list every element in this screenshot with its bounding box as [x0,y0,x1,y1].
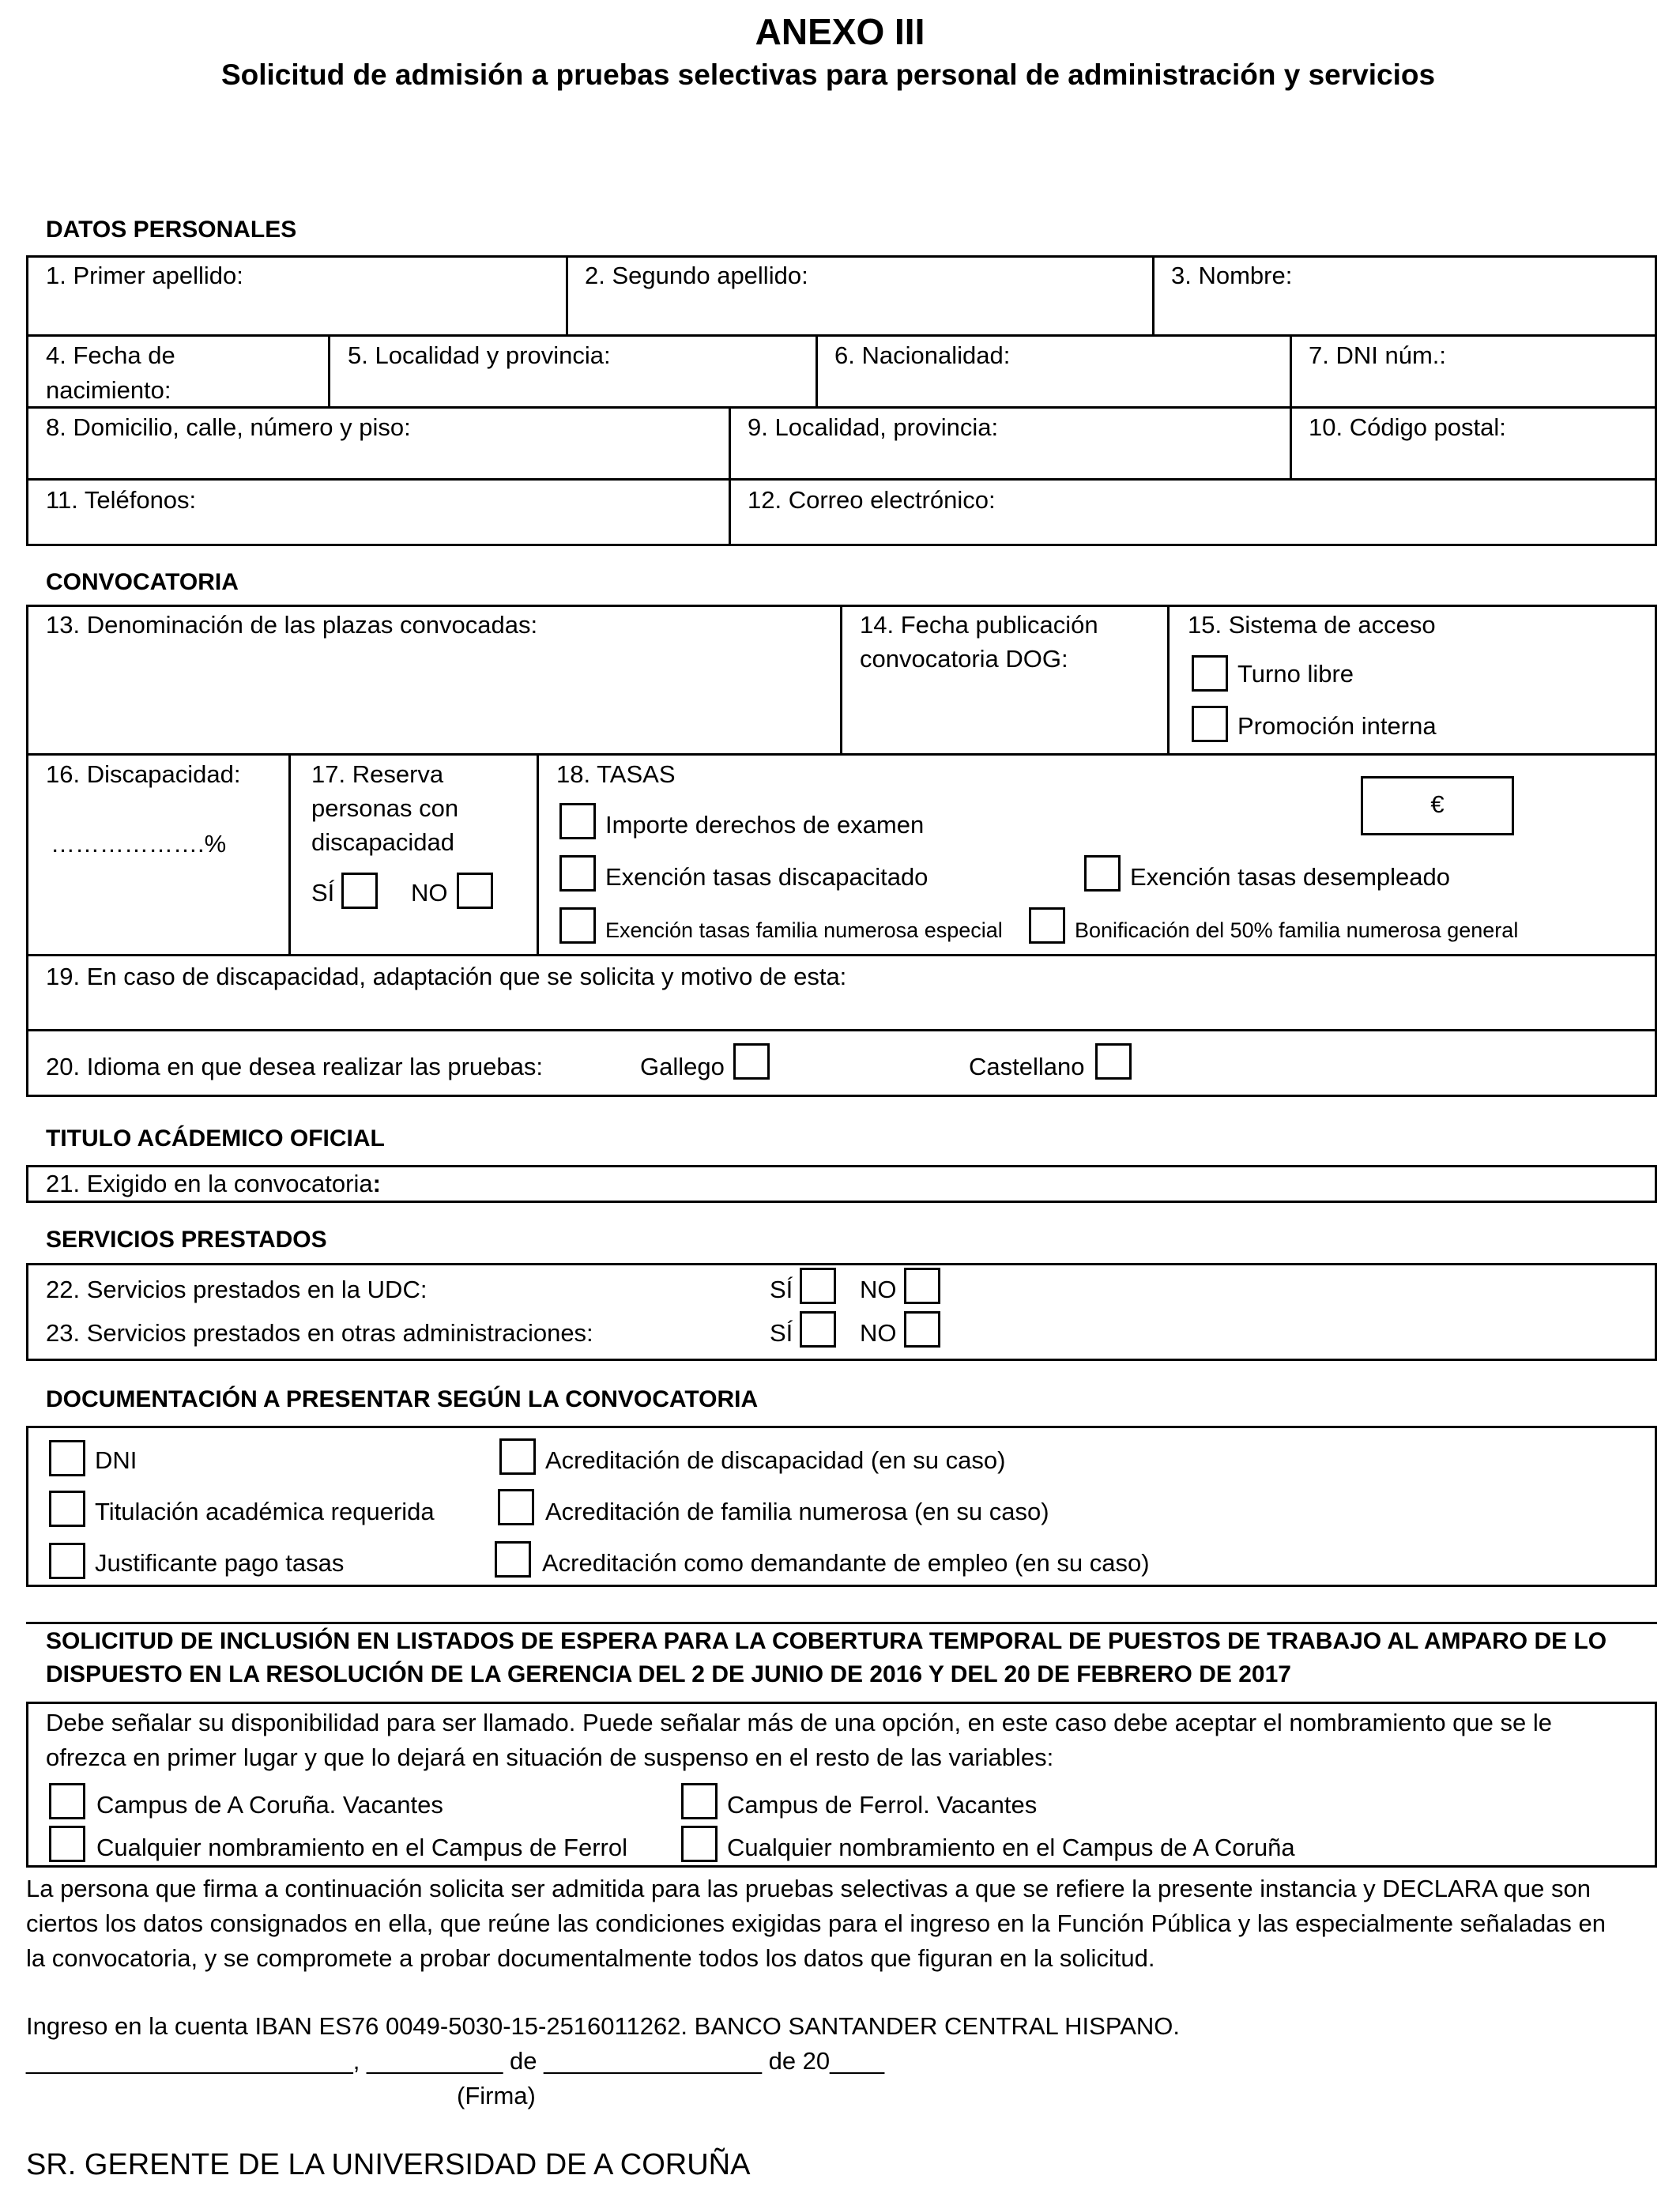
label-turno-libre: Turno libre [1237,660,1354,688]
checkbox-dni[interactable] [49,1440,85,1476]
field-idioma: 20. Idioma en que desea realizar las pruebas: [46,1053,544,1080]
label-acred-familia: Acreditación de familia numerosa (en su caso) [545,1498,1049,1525]
checkbox-importe-examen[interactable] [559,803,596,839]
field-servicios-udc: 22. Servicios prestados en la UDC: [46,1276,428,1303]
section-heading-convocatoria: CONVOCATORIA [46,569,239,595]
label-bonificacion: Bonificación del 50% familia numerosa general [1075,918,1519,942]
label-udc-no: NO [860,1276,897,1303]
label-titulacion: Titulación académica requerida [95,1498,435,1525]
field-reserva: 17. Reserva [311,760,444,788]
label-dni: DNI [95,1446,137,1474]
checkbox-otras-si[interactable] [800,1311,836,1348]
checkbox-reserva-no[interactable] [457,873,493,909]
checkbox-gallego[interactable] [733,1043,770,1080]
label-cualquier-coruna: Cualquier nombramiento en el Campus de A Coruña [727,1834,1295,1861]
label-cualquier-ferrol: Cualquier nombramiento en el Campus de Ferrol [96,1834,627,1861]
label-ferrol-vacantes: Campus de Ferrol. Vacantes [727,1791,1038,1819]
field-fecha-dog[interactable]: 14. Fecha publicación [860,611,1098,639]
checkbox-exencion-familia-numerosa[interactable] [559,907,596,944]
page-title: ANEXO III [755,11,925,52]
checkbox-ferrol-vacantes[interactable] [681,1783,718,1819]
field-reserva-cont1: personas con [311,794,459,822]
divider [26,1622,1657,1624]
field-tasas: 18. TASAS [556,760,676,788]
declaracion-text-3: la convocatoria, y se compromete a probar documentalmente todos los datos que figuran en la solicitud. [26,1944,1155,1972]
field-domicilio[interactable]: 8. Domicilio, calle, número y piso: [46,413,411,441]
checkbox-exencion-desempleado[interactable] [1084,855,1121,892]
field-nacionalidad[interactable]: 6. Nacionalidad: [834,341,1011,369]
firma-label: (Firma) [457,2082,536,2109]
checkbox-reserva-si[interactable] [341,873,378,909]
espera-instructions-cont: ofrezca en primer lugar y que lo dejará en situación de suspenso en el resto de las variables: [46,1744,1054,1771]
checkbox-otras-no[interactable] [904,1311,940,1348]
label-castellano: Castellano [969,1053,1085,1080]
checkbox-udc-no[interactable] [904,1268,940,1304]
section-heading-documentacion: DOCUMENTACIÓN A PRESENTAR SEGÚN LA CONVOCATORIA [46,1386,759,1412]
field-reserva-cont2: discapacidad [311,828,454,856]
label-otras-si: SÍ [770,1319,793,1347]
checkbox-acred-familia[interactable] [498,1489,534,1525]
checkbox-promocion-interna[interactable] [1192,706,1228,742]
field-servicios-otras: 23. Servicios prestados en otras administraciones: [46,1319,593,1347]
label-acred-discapacidad: Acreditación de discapacidad (en su caso) [545,1446,1006,1474]
checkbox-acred-discapacidad[interactable] [499,1438,536,1475]
label-gallego: Gallego [640,1053,725,1080]
checkbox-titulacion[interactable] [49,1491,85,1527]
label-promocion-interna: Promoción interna [1237,712,1437,740]
checkbox-turno-libre[interactable] [1192,655,1228,692]
label-coruna-vacantes: Campus de A Coruña. Vacantes [96,1791,443,1819]
label-exencion-desempleado: Exención tasas desempleado [1130,863,1450,891]
field-correo[interactable]: 12. Correo electrónico: [748,486,996,514]
date-line[interactable]: ________________________, __________ de ________________ de 20____ [26,2047,885,2075]
field-dni[interactable]: 7. DNI núm.: [1309,341,1446,369]
checkbox-castellano[interactable] [1095,1043,1132,1080]
declaracion-text-2: ciertos los datos consignados en ella, que reúne las condiciones exigidas para el ingreso en la Función Pública y las especialmente señaladas en [26,1909,1607,1937]
iban-text: Ingreso en la cuenta IBAN ES76 0049-5030-15-2516011262. BANCO SANTANDER CENTRAL HISPANO. [26,2012,1181,2040]
label-reserva-si: SÍ [311,879,335,907]
field-nombre[interactable]: 3. Nombre: [1171,262,1293,289]
declaracion-text: La persona que firma a continuación solicita ser admitida para las pruebas selectivas a que se refiere la presente instancia y DECLARA que son [26,1875,1591,1902]
checkbox-coruna-vacantes[interactable] [49,1783,85,1819]
label-exencion-discapacitado: Exención tasas discapacitado [605,863,929,891]
field-segundo-apellido[interactable]: 2. Segundo apellido: [585,262,808,289]
section-heading-titulo: TITULO ACÁDEMICO OFICIAL [46,1125,385,1152]
label-acred-empleo: Acreditación como demandante de empleo (en su caso) [542,1549,1150,1577]
checkbox-udc-si[interactable] [800,1268,836,1304]
checkbox-cualquier-ferrol[interactable] [49,1826,85,1862]
section-heading-espera-cont: DISPUESTO EN LA RESOLUCIÓN DE LA GERENCIA DEL 2 DE JUNIO DE 2016 Y DEL 20 DE FEBRERO DE 2017 [46,1661,1291,1687]
section-heading-servicios: SERVICIOS PRESTADOS [46,1227,327,1253]
field-localidad-nacimiento[interactable]: 5. Localidad y provincia: [348,341,611,369]
label-justificante: Justificante pago tasas [95,1549,345,1577]
field-sistema-acceso: 15. Sistema de acceso [1188,611,1436,639]
checkbox-cualquier-coruna[interactable] [681,1826,718,1862]
checkbox-exencion-discapacitado[interactable] [559,855,596,892]
field-primer-apellido[interactable]: 1. Primer apellido: [46,262,243,289]
field-fecha-dog-cont: convocatoria DOG: [860,645,1068,673]
checkbox-justificante[interactable] [49,1543,85,1579]
label-udc-si: SÍ [770,1276,793,1303]
euro-symbol: € [1430,790,1445,818]
label-otras-no: NO [860,1319,897,1347]
field-codigo-postal[interactable]: 10. Código postal: [1309,413,1506,441]
field-adaptacion[interactable]: 19. En caso de discapacidad, adaptación que se solicita y motivo de esta: [46,963,847,990]
field-fecha-nacimiento[interactable]: 4. Fecha de [46,341,175,369]
field-denominacion-plazas[interactable]: 13. Denominación de las plazas convocadas: [46,611,538,639]
checkbox-acred-empleo[interactable] [495,1541,531,1578]
field-telefonos[interactable]: 11. Teléfonos: [46,486,197,514]
destinatario: SR. GERENTE DE LA UNIVERSIDAD DE A CORUÑA [26,2148,751,2181]
field-discapacidad: 16. Discapacidad: [46,760,241,788]
field-titulo-exigido[interactable]: 21. Exigido en la convocatoria: [46,1170,381,1197]
field-discapacidad-pct[interactable]: ……………….% [51,830,227,858]
field-fecha-nacimiento-cont: nacimiento: [46,376,171,404]
label-reserva-no: NO [411,879,448,907]
espera-instructions: Debe señalar su disponibilidad para ser llamado. Puede señalar más de una opción, en este caso debe aceptar el nombramiento que se le [46,1709,1552,1736]
checkbox-bonificacion[interactable] [1029,907,1065,944]
label-importe-examen: Importe derechos de examen [605,811,925,839]
section-heading-espera: SOLICITUD DE INCLUSIÓN EN LISTADOS DE ESPERA PARA LA COBERTURA TEMPORAL DE PUESTOS DE TRABAJO AL AMPARO DE LO [46,1628,1607,1654]
label-exencion-familia-numerosa: Exención tasas familia numerosa especial [605,918,1003,942]
page-subtitle: Solicitud de admisión a pruebas selectivas para personal de administración y servicios [220,58,1436,91]
field-localidad-domicilio[interactable]: 9. Localidad, provincia: [748,413,999,441]
section-heading-datos-personales: DATOS PERSONALES [46,217,297,243]
